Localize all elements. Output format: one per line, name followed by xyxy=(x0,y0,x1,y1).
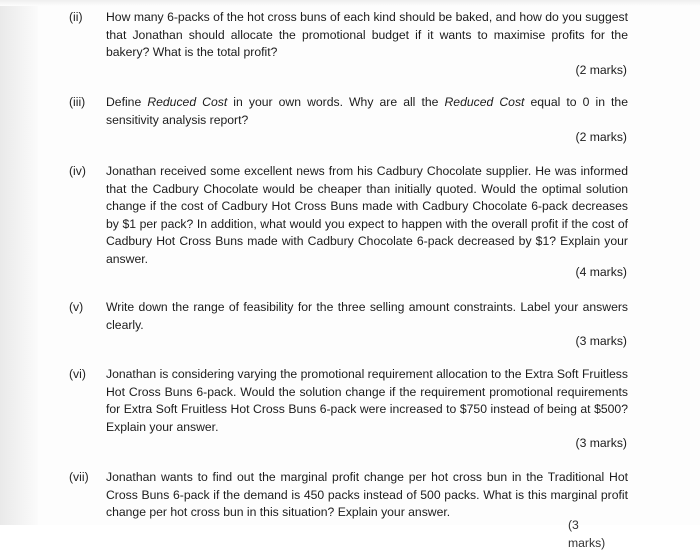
marks-label: (2 marks) xyxy=(575,130,627,144)
question-number: (iii) xyxy=(69,95,86,109)
question-text xyxy=(106,94,628,129)
question-text: Jonathan is considering varying the promotional requirement allocation to the Extra Soft Fruitless Hot Cross Buns 6-pack. Would the solution change if the requirement promotional requirements for Extra Soft Fruitless Hot Cross Buns 6-pack were increased to $750 instead of being at $500? Explain your answer. xyxy=(106,367,628,434)
question-number: (vi) xyxy=(69,367,86,381)
page-shadow-top xyxy=(0,0,700,6)
marks-label: (3 marks) xyxy=(575,436,627,450)
text-segment: equal to 0 in the sensitivity analysis report? xyxy=(106,95,628,127)
text-segment: in your own words. Why are all the xyxy=(227,95,445,109)
marks-label: (3 marks) xyxy=(575,334,627,348)
page-shadow-left xyxy=(0,0,38,525)
text-segment: Define xyxy=(106,95,148,109)
question-number: (v) xyxy=(69,300,84,314)
marks-label: (4 marks) xyxy=(575,265,627,279)
marks-label-cutoff: (3 marks) xyxy=(568,518,606,550)
question-text: Write down the range of feasibility for the three selling amount constraints. Label your answers clearly. xyxy=(106,300,628,332)
term-reduced-cost: Reduced Cost xyxy=(444,95,525,109)
question-text: How many 6-packs of the hot cross buns of each kind should be baked, and how do you suggest that Jonathan should allocate the promotional budget if it wants to maximise profits for the bakery? What is the total profit? xyxy=(106,10,628,59)
question-number: (iv) xyxy=(69,164,86,178)
question-text: Jonathan wants to find out the marginal profit change per hot cross bun in the Traditional Hot Cross Buns 6-pack if the demand is 450 packs instead of 500 packs. What is this marginal profit change per hot cross bun in this situation? Explain your answer. xyxy=(106,470,628,519)
marks-label: (2 marks) xyxy=(575,63,627,77)
term-reduced-cost: Reduced Cost xyxy=(147,95,228,109)
question-text: Jonathan received some excellent news from his Cadbury Chocolate supplier. He was informed that the Cadbury Chocolate would be cheaper than initially quoted. Would the optimal solution change if the cost of Cadbury Hot Cross Buns made with Cadbury Chocolate 6-pack decreases by $1 per pack? In addition, what would you expect to happen with the overall profit if the cost of Cadbury Hot Cross Buns made with Cadbury Chocolate 6-pack decreased by $1? Explain your answer. xyxy=(106,164,628,266)
question-number: (vii) xyxy=(69,470,89,484)
question-number: (ii) xyxy=(69,10,83,24)
